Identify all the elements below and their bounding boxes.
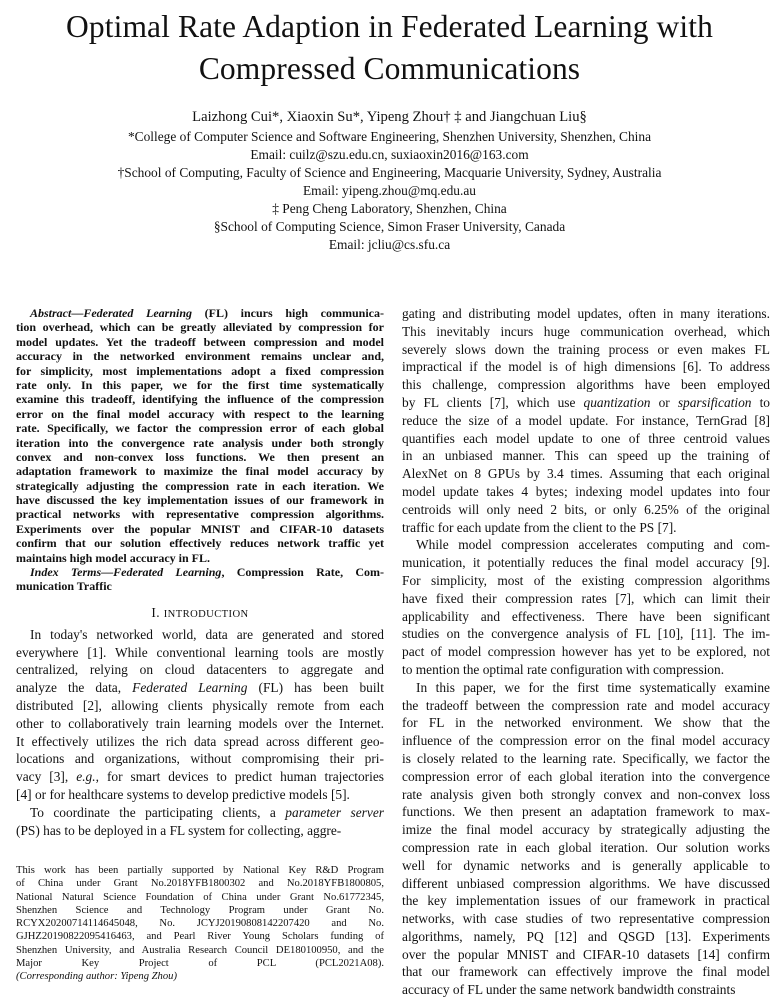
affiliation-line: Email: yipeng.zhou@mq.edu.au <box>303 183 476 198</box>
text-line: practical networks with representative compression algorithms. <box>16 507 384 522</box>
text-line: iteration into the convergence rate analysis under both strongly <box>16 435 384 450</box>
text-line: vacy [3], e.g., for smart devices to predict human trajectories <box>16 769 384 785</box>
text-line: To coordinate the participating clients, a parameter server <box>30 804 384 820</box>
text-line: convex and non-convex loss functions. We then present an <box>16 449 384 464</box>
text-line: centralized, relying on cloud datacenters to aggregate and <box>16 662 384 678</box>
text-line: influence of the compression error on the final model accuracy <box>402 733 770 749</box>
text-line: This work has been partially supported by National Key R&D Program <box>16 865 384 876</box>
text-line: error on the final model accuracy with respect to the learning <box>16 406 384 421</box>
section-number: I. <box>151 604 160 620</box>
affiliation-line: §School of Computing Science, Simon Fraser University, Canada <box>213 219 566 234</box>
text-line: accuracy in the networked environment remains unclear and, <box>16 349 384 364</box>
text-line: for FL in the networked environment. We show that the <box>402 715 770 731</box>
funding-footnote <box>16 864 384 984</box>
text-line: RCYX20200714114645048, No. JCYJ20190808142207420 and No. <box>16 918 384 930</box>
text-line: of China under Grant No.2018YFB1800302 and No.2018YFB1800805, <box>16 878 384 890</box>
abstract <box>16 306 384 565</box>
paragraph <box>402 679 770 999</box>
text-line: for simplicity, most implementations adopt a fixed compression <box>16 363 384 378</box>
text-line: functions. We then present an adaptation framework to max- <box>402 804 770 820</box>
text-line: Shenzhen Science and Technology Program under Grant No. <box>16 904 384 916</box>
text-line: algorithms, namely, PQ [12] and QSGD [13]. Experiments <box>402 928 770 944</box>
text-line: National Natural Science Foundation of China under Grant No.61772345, <box>16 891 384 903</box>
text-line: impractical if the model is of high dimensions [6]. To address <box>402 359 770 375</box>
text-line: rate only. In this paper, we for the first time systematically <box>16 377 384 392</box>
text-line: have fixed their compression rates [7], which can limit their <box>402 590 770 606</box>
text-line: confirm that our solution effectively reduces network traffic yet <box>16 536 384 551</box>
text-line: adaptation framework to maximize the final model accuracy by <box>16 464 384 479</box>
text-line: Experiments over the popular MNIST and CIFAR-10 datasets <box>16 521 384 536</box>
text-line: In today's networked world, data are generated and stored <box>30 626 384 642</box>
text-line: everywhere [1]. While conventional learning tools are mostly <box>16 644 384 660</box>
affiliation-line: ‡ Peng Cheng Laboratory, Shenzhen, China <box>272 201 507 216</box>
text-line: maintains high model accuracy in FL. <box>16 550 211 565</box>
affiliation-line: Email: cuilz@szu.edu.cn, suxiaoxin2016@163.com <box>250 147 529 162</box>
text-line: imize the final model accuracy by strategically adjusting the <box>402 822 770 838</box>
text-line: reduce the size of a model update. For instance, TernGrad [8] <box>402 412 770 428</box>
affiliation-line: Email: jcliu@cs.sfu.ca <box>328 237 451 252</box>
text-line: For simplicity, most of the existing compression algorithms <box>402 572 770 588</box>
text-line: Abstract—Federated Learning (FL) incurs high communica- <box>30 306 384 320</box>
text-line: It effectively utilizes the rich data spread across different geo- <box>16 733 384 749</box>
text-line: gating and distributing model updates, often in many iterations. <box>402 306 770 321</box>
text-line: by FL clients [7], which use quantization or sparsification to <box>402 394 770 410</box>
text-line: tion overhead, which can be greatly alleviated by compression for <box>16 320 384 335</box>
text-line: model update takes 4 bytes; indexing model updates into four <box>402 483 770 499</box>
title-line: Optimal Rate Adaption in Federated Learning with <box>66 9 713 44</box>
text-line: this challenge, compression algorithms have been employed <box>402 377 770 393</box>
text-line: analyze the data, Federated Learning (FL) has been built <box>16 680 384 696</box>
text-line: model updates. Yet the tradeoff between compression and model <box>16 334 384 349</box>
text-line: (Corresponding author: Yipeng Zhou) <box>16 971 177 983</box>
text-line: severely slows down the training process or even makes FL <box>402 341 770 357</box>
text-line: applicability and effectiveness. There have been significant <box>402 608 770 624</box>
text-line: well for dynamic networks and is generally applicable to <box>402 857 770 873</box>
text-line: AlexNet on 8 GPUs by 3.4 times. Assuming that each original <box>402 466 770 482</box>
text-line: (PS) has to be deployed in a FL system for collecting, aggre- <box>16 822 342 838</box>
text-line: in an unbiased manner. This can speed up the training of <box>402 448 770 464</box>
affiliations <box>0 128 779 254</box>
text-line: is closely related to the learning rate. Specifically, we factor the <box>402 750 770 766</box>
text-line: Major Key Project of PCL (PCL2021A08). <box>16 958 384 970</box>
text-line: strategically adjusting the compression rate in each iteration. We <box>16 478 384 493</box>
text-line: munication, it potentially reduces the final model accuracy [9]. <box>402 555 770 571</box>
text-line: different unbiased compression algorithms. We have discussed <box>402 875 770 891</box>
text-line: the key implementation issues of our framework in practical <box>402 893 770 909</box>
introduction-body <box>16 626 384 840</box>
text-line: over the popular MNIST and CIFAR-10 datasets [14] confirm <box>402 946 770 962</box>
text-line: studies on the convergence analysis of FL [10], [11]. The im- <box>402 626 770 642</box>
paragraph <box>402 536 770 678</box>
paragraph <box>402 305 770 536</box>
author-list: Laizhong Cui*, Xiaoxin Su*, Yipeng Zhou† ‡ and Jiangchuan Liu§ <box>192 109 587 125</box>
text-line: rate analysis given both strongly convex and non-convex loss <box>402 786 770 802</box>
affiliation-line: †School of Computing, Faculty of Science and Engineering, Macquarie University, Sydney, Australia <box>117 165 662 180</box>
index-terms <box>16 565 384 594</box>
title-line: Compressed Communications <box>198 51 581 86</box>
text-line: examine this tradeoff, identifying the influence of the compression <box>16 392 384 407</box>
text-line: other to collaboratively train learning models over the Internet. <box>16 715 384 731</box>
paper-title <box>0 6 779 90</box>
text-line: This inevitably incurs huge communication overhead, which <box>402 323 770 339</box>
text-line: the tradeoff between the compression rate and model accuracy <box>402 697 770 713</box>
section-title: INTRODUCTION <box>163 608 249 620</box>
text-line: quantifies each model update to one of three centroid values <box>402 430 770 446</box>
affiliation-line: *College of Computer Science and Software Engineering, Shenzhen University, Shenzhen, China <box>127 129 652 144</box>
text-line: compression rate in each global iteration. Our solution works <box>402 839 770 855</box>
text-line: have discussed the key implementation issues of our framework in <box>16 493 384 508</box>
text-line: rate. Specifically, we factor the compression error of each global <box>16 421 384 436</box>
text-line: pact of model compression however has yet to be explored, not <box>402 644 770 660</box>
text-line: Index Terms—Federated Learning, Compression Rate, Com- <box>30 565 384 580</box>
left-column <box>16 306 384 839</box>
text-line: munication Traffic <box>16 579 112 594</box>
section-heading-introduction <box>16 602 384 624</box>
text-line: [4] or for healthcare systems to develop predictive models [5]. <box>16 786 350 802</box>
right-column <box>402 305 770 999</box>
text-line: accuracy of FL under the same network bandwidth constraints <box>402 982 736 998</box>
text-line: compression error of each global iteration into the convergence <box>402 768 770 784</box>
text-line: that our framework can effectively improve the final model <box>402 964 770 980</box>
text-line: Shenzhen University, and Australia Research Council DE180100950, and the <box>16 944 384 956</box>
text-line: While model compression accelerates computing and com- <box>416 537 770 553</box>
text-line: distributed [2], allowing clients physically remote from each <box>16 698 384 713</box>
text-line: networks, with case studies of two representative compression <box>402 911 770 927</box>
text-line: centroids will only need 2 bits, or only 6.25% of the original <box>402 501 770 517</box>
text-line: In this paper, we for the first time systematically examine <box>416 679 770 695</box>
text-line: GJHZ20190822095416463, and Pearl River Young Scholars funding of <box>16 931 384 943</box>
text-line: to mention the optimal rate configuration with compression. <box>402 661 725 677</box>
text-line: locations and organizations, without compromising their pri- <box>16 751 384 767</box>
text-line: traffic for each update from the client to the PS [7]. <box>402 519 677 535</box>
